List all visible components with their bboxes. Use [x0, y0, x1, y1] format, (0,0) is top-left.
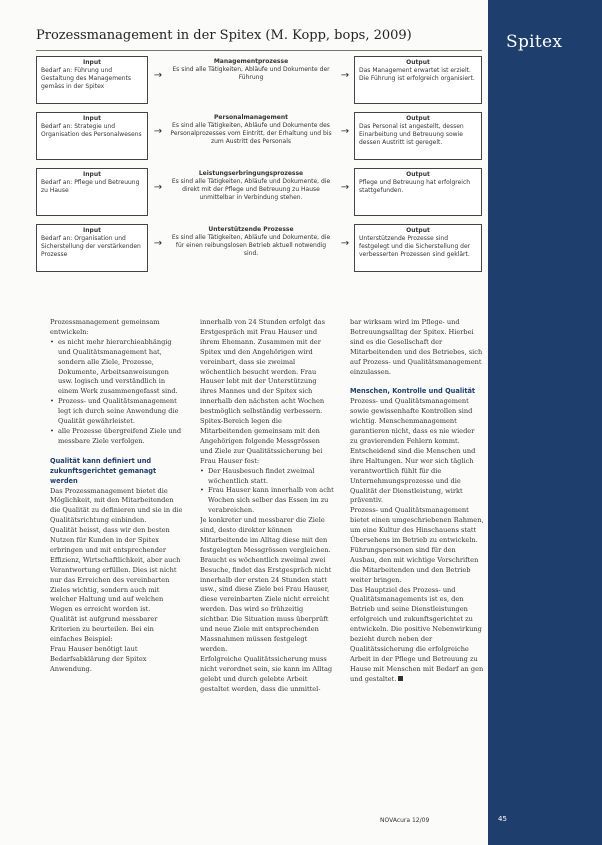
process-text: Es sind alle Tätigkeiten, Abläufe und Dokumente der Führung	[172, 66, 330, 81]
paragraph: Das Prozessmanagement bietet die Möglichkeit, mit den Mitarbeitenden die Qualität zu definieren und sie in die Qualitätsrichtung einbinden.	[50, 486, 183, 525]
section-band	[488, 0, 602, 845]
input-text: Bedarf an: Pflege und Betreuung zu Hause	[41, 179, 140, 194]
input-box	[36, 168, 148, 216]
bullet-list	[50, 338, 184, 447]
process-box	[166, 112, 336, 160]
paragraph: Qualität heisst, dass wir den besten Nutzen für Kunden in der Spitex erbringen und mit entsprechender Effizienz, Wirtschaftlichkeit, aber auch Verantwortung erfüllen. Dies ist nicht nur das Erreichen des vereinbarten Zieles wichtig, sondern auch mit welcher Haltung und auf welchen Wegen es erreicht worden ist.	[50, 526, 181, 614]
diagram-row-management	[36, 56, 482, 108]
diagram-row-service	[36, 168, 482, 220]
arrow-right-icon: →	[340, 182, 350, 193]
process-box	[166, 224, 336, 272]
section-heading: Qualität kann definiert und zukunftsgerichtet gemanagt werden	[50, 456, 157, 485]
article-column-3	[350, 318, 484, 828]
paragraph	[350, 586, 484, 685]
list-item: • es nicht mehr hierarchieabhängig und Qualitätsmanagement hat, sondern alle Ziele, Prozesse, Dokumente, Arbeitsanweisungen usw. logisch und verständlich in einem Werk zusammengefasst sind.	[50, 338, 184, 397]
output-text: Unterstützende Prozesse sind festgelegt und die Sicherstellung der verbesserten Prozessen sind geklärt.	[359, 235, 471, 258]
paragraph: Prozessmanagement gemeinsam entwickeln:	[50, 318, 160, 336]
input-box	[36, 224, 148, 272]
process-heading: Leistungserbringungsprozesse	[198, 170, 304, 177]
paragraph: Spitex-Bereich legen die Mitarbeitenden gemeinsam mit den Angehörigen folgende Messgrössen und Ziele zur Qualitätssicherung bei Frau Hauser fest:	[200, 417, 323, 465]
arrow-right-icon: →	[153, 238, 163, 249]
section-label: Spitex	[506, 32, 563, 52]
arrow-right-icon: →	[153, 126, 163, 137]
diagram-row-personnel	[36, 112, 482, 164]
output-box	[354, 168, 482, 216]
output-heading: Output	[406, 227, 430, 234]
paragraph: Je konkreter und messbarer die Ziele sind, desto direkter können Mitarbeitende im Alltag diese mit den festgelegten Messgrössen vergleichen. Braucht es wöchentlich zweimal zwei Besuche, findet das Erstgespräch nicht innerhalb der ersten 24 Stunden statt usw., sind diese Ziele bei Frau Hauser, diese vereinbarten Ziele nicht erreicht werden. Das wird so frühzeitig sichtbar. Die Situation muss überprüft und neue Ziele mit entsprechenden Massnahmen müssen festgelegt werden.	[200, 516, 332, 653]
arrow-right-icon: →	[340, 238, 350, 249]
input-text: Bedarf an: Organisation und Sicherstellung der verstärkenden Prozesse	[41, 235, 141, 258]
input-text: Bedarf an: Führung und Gestaltung des Managements gemäss in der Spitex	[41, 67, 132, 90]
output-text: Das Personal ist angestellt, dessen Einarbeitung und Betreuung sowie dessen Austritt ist geregelt.	[359, 123, 464, 146]
input-box	[36, 56, 148, 104]
list-item: • Prozess- und Qualitätsmanagement legt ich durch seine Anwendung die Qualität gewährleistet.	[50, 397, 184, 427]
output-box	[354, 112, 482, 160]
input-heading: Input	[83, 171, 101, 178]
paragraph: Qualität ist aufgrund messbarer Kriterien zu beurteilen. Bei ein einfaches Beispiel:	[50, 615, 158, 644]
footer-magazine: NOVAcura 12/09	[380, 817, 430, 824]
diagram-row-support	[36, 224, 482, 276]
output-heading: Output	[406, 59, 430, 66]
article-column-1	[50, 318, 184, 828]
input-heading: Input	[83, 227, 101, 234]
list-item: • Der Hausbesuch findet zweimal wöchentlich statt.	[200, 467, 334, 487]
paragraph-text: Das Hauptziel des Prozess- und Qualitätsmanagements ist es, den Betrieb und seine Dienstleistungen erfolgreich und zukunftsgerichtet zu entwickeln. Die positive Nebenwirkung bezieht durch neben der Qualitätssicherung die erfolgreiche Arbeit in der Pflege und Betreuung zu Hause mit Menschen mit Bedarf an gen und gestaltet.	[350, 585, 484, 683]
output-text: Pflege und Betreuung hat erfolgreich stattgefunden.	[359, 179, 471, 194]
process-heading: Unterstützende Prozesse	[208, 226, 294, 233]
process-box	[166, 168, 336, 216]
output-text: Das Management erwartet ist erzielt. Die Führung ist erfolgreich organisiert.	[359, 67, 475, 82]
output-heading: Output	[406, 171, 430, 178]
process-text: Es sind alle Tätigkeiten, Abläufe und Dokumente des Personalprozesses vom Eintritt, der Erhaltung und bis zum Austritt des Personals	[170, 122, 332, 145]
input-heading: Input	[83, 115, 101, 122]
process-diagram	[36, 56, 482, 276]
list-item: • alle Prozesse übergreifend Ziele und messbare Ziele verfolgen.	[50, 427, 184, 447]
arrow-right-icon: →	[153, 70, 163, 81]
section-heading: Menschen, Kontrolle und Qualität	[350, 387, 476, 396]
process-heading: Managementprozesse	[213, 58, 289, 65]
input-text: Bedarf an: Strategie und Organisation des Personalwesens	[41, 123, 142, 138]
input-heading: Input	[83, 59, 101, 66]
output-heading: Output	[406, 115, 430, 122]
process-box	[166, 56, 336, 104]
page-title: Prozessmanagement in der Spitex (M. Kopp, bops, 2009)	[36, 28, 412, 43]
bullet-list	[200, 467, 334, 517]
arrow-right-icon: →	[340, 126, 350, 137]
article-column-2	[200, 318, 334, 828]
paragraph: Prozess- und Qualitätsmanagement sowie gewissenhafte Kontrollen sind wichtig. Menschenmanagement garantieren nicht, dass es nie wieder zu gravierenden Fehlern kommt. Entscheidend sind die Menschen und ihre Haltungen. Nur wer sich täglich verantwortlich fühlt für die Unternehmungsprozesse und die Qualität der Dienstleistung, wirkt präventiv.	[350, 397, 476, 505]
process-heading: Personalmanagement	[214, 114, 288, 121]
input-box	[36, 112, 148, 160]
end-of-article-icon	[398, 676, 403, 681]
paragraph: Frau Hauser benötigt laut Bedarfsabklärung der Spitex Anwendung.	[50, 645, 147, 673]
paragraph: bar wirksam wird im Pflege- und Betreuungsalltag der Spitex. Hierbei sind es die Gesellschaft der Mitarbeitenden und des Betriebes, sich auf Prozess- und Qualitätsmanagement einzulassen.	[350, 318, 483, 376]
list-item: • Frau Hauser kann innerhalb von acht Wochen sich selber das Essen im zu verabreichen.	[200, 486, 334, 516]
arrow-right-icon: →	[153, 182, 163, 193]
page-number: 45	[498, 815, 507, 823]
process-text: Es sind alle Tätigkeiten, Abläufe und Dokumente, die direkt mit der Pflege und Betreuung zu Hause unmittelbar in Verbindung stehen.	[171, 178, 331, 201]
output-box	[354, 224, 482, 272]
title-rule	[36, 50, 482, 51]
article-body	[0, 318, 488, 818]
arrow-right-icon: →	[340, 70, 350, 81]
paragraph: Prozess- und Qualitätsmanagement bietet einen umgeschriebenen Rahmen, um eine Kultur des Hinschauens statt Übersehens im Betrieb zu entwickeln. Führungspersonen sind für den Ausbau, den mit wichtige Vorschriften die Mitarbeitenden und den Betrieb weiter bringen.	[350, 506, 484, 584]
output-box	[354, 56, 482, 104]
paragraph: innerhalb von 24 Stunden erfolgt das Erstgespräch mit Frau Hauser und ihrem Ehemann. Zusammen mit der Spitex und den Angehörigen wird vereinbart, dass sie zweimal wöchentlich besucht werden. Frau Hauser lebt mit der Unterstützung ihres Mannes und der Spitex sich innerhalb den nächsten acht Wochen bestmöglich selbständig verbessern.	[200, 318, 325, 416]
paragraph: Erfolgreiche Qualitätssicherung muss nicht verordnet sein, sie kann im Alltag gelebt und durch gelebte Arbeit gestaltet werden, dass die unmittel-	[200, 654, 333, 693]
process-text: Es sind alle Tätigkeiten, Abläufe und Dokumente, die für einen reibungslosen Betrieb aktuell notwendig sind.	[171, 234, 331, 257]
